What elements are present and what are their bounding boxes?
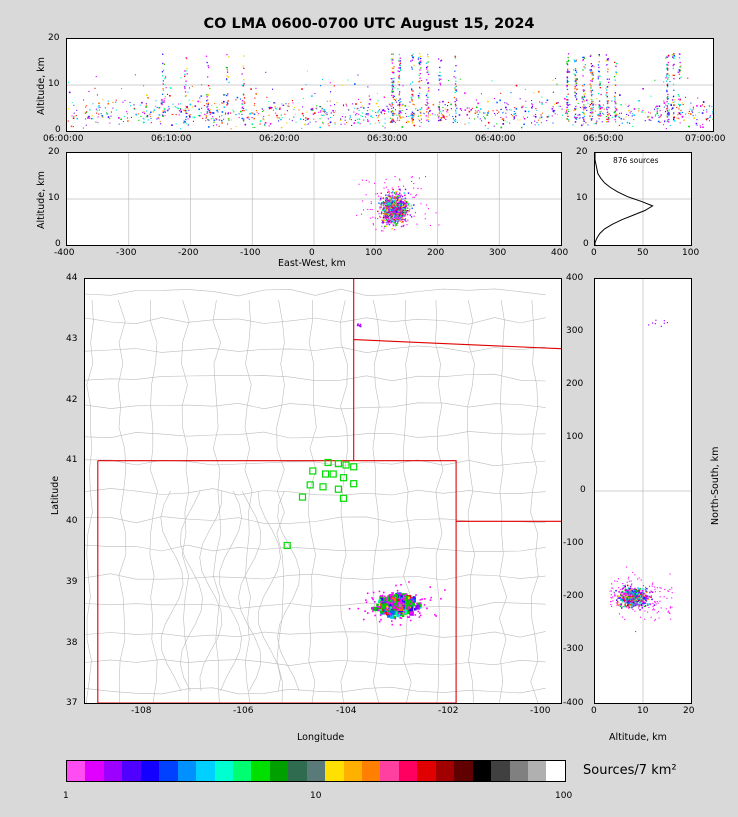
ns-altitude-plot xyxy=(595,279,691,703)
colorbar-swatch xyxy=(380,761,398,781)
ns-altitude-panel xyxy=(594,278,692,704)
colorbar-swatch xyxy=(233,761,251,781)
colorbar-swatch xyxy=(251,761,269,781)
ns-ytick--300: -300 xyxy=(563,644,584,654)
map-xtick--108: -108 xyxy=(131,706,152,716)
hist-ytick-20: 20 xyxy=(576,147,588,157)
colorbar-swatch xyxy=(159,761,177,781)
colorbar-label: Sources/7 km² xyxy=(583,763,677,778)
ew-xtick--300: -300 xyxy=(116,248,137,258)
colorbar-swatch xyxy=(196,761,214,781)
altitude-histogram-panel xyxy=(594,152,692,246)
hist-ytick-0: 0 xyxy=(583,239,589,249)
map-panel xyxy=(84,278,562,704)
time-height-xtick-2: 06:20:00 xyxy=(259,134,300,144)
colorbar-swatch xyxy=(436,761,454,781)
colorbar-swatch xyxy=(270,761,288,781)
map-ytick-42: 42 xyxy=(66,395,78,405)
hist-xtick-0: 0 xyxy=(591,248,597,258)
map-ytick-37: 37 xyxy=(66,698,78,708)
ns-ytick-0: 0 xyxy=(580,485,586,495)
ew-height-xlabel: East-West, km xyxy=(278,258,346,269)
colorbar-swatch xyxy=(67,761,85,781)
colorbar-swatch xyxy=(528,761,546,781)
time-height-panel xyxy=(66,38,714,132)
colorbar-swatch xyxy=(362,761,380,781)
ew-xtick-300: 300 xyxy=(489,248,507,258)
ns-ytick--200: -200 xyxy=(563,591,584,601)
colorbar-swatch xyxy=(141,761,159,781)
colorbar-swatch xyxy=(399,761,417,781)
ew-height-ytick-10: 10 xyxy=(48,193,60,203)
ew-xtick--200: -200 xyxy=(178,248,199,258)
colorbar-swatch xyxy=(473,761,491,781)
ew-height-panel xyxy=(66,152,562,246)
colorbar-swatch xyxy=(288,761,306,781)
map-xtick--100: -100 xyxy=(530,706,551,716)
time-height-xtick-0: 06:00:00 xyxy=(43,134,84,144)
ew-height-ytick-20: 20 xyxy=(48,147,60,157)
ns-altitude-xlabel: Altitude, km xyxy=(609,732,667,743)
ns-ytick-100: 100 xyxy=(566,432,584,442)
ns-altitude-ylabel: North-South, km xyxy=(710,446,721,525)
map-ytick-43: 43 xyxy=(66,334,78,344)
time-height-xtick-6: 07:00:00 xyxy=(685,134,726,144)
ew-height-plot xyxy=(67,153,561,245)
time-height-xtick-1: 06:10:00 xyxy=(151,134,192,144)
map-xtick--104: -104 xyxy=(336,706,357,716)
colorbar-swatch xyxy=(417,761,435,781)
ew-xtick--100: -100 xyxy=(240,248,261,258)
map-ytick-44: 44 xyxy=(66,273,78,283)
ns-xtick-20: 20 xyxy=(683,706,695,716)
map-xlabel: Longitude xyxy=(297,732,345,743)
time-height-xtick-5: 06:50:00 xyxy=(583,134,624,144)
altitude-histogram-plot xyxy=(595,153,691,245)
ns-ytick--100: -100 xyxy=(563,538,584,548)
ns-ytick-200: 200 xyxy=(566,379,584,389)
ew-xtick--400: -400 xyxy=(54,248,75,258)
colorbar-swatch xyxy=(325,761,343,781)
colorbar-swatch xyxy=(307,761,325,781)
time-height-ytick-0: 0 xyxy=(55,125,61,135)
ew-xtick-0: 0 xyxy=(309,248,315,258)
ns-xtick-0: 0 xyxy=(591,706,597,716)
ns-ytick-300: 300 xyxy=(566,326,584,336)
colorbar-swatch xyxy=(491,761,509,781)
colorbar-swatch xyxy=(215,761,233,781)
time-height-xtick-3: 06:30:00 xyxy=(367,134,408,144)
map-xtick--106: -106 xyxy=(233,706,254,716)
map-ytick-39: 39 xyxy=(66,577,78,587)
ns-xtick-10: 10 xyxy=(637,706,649,716)
hist-xtick-100: 100 xyxy=(682,248,700,258)
ew-height-ytick-0: 0 xyxy=(55,239,61,249)
source-count-annotation: 876 sources xyxy=(613,156,659,165)
ew-height-ylabel: Altitude, km xyxy=(36,171,47,229)
hist-xtick-50: 50 xyxy=(637,248,649,258)
hist-ytick-10: 10 xyxy=(576,193,588,203)
ew-xtick-200: 200 xyxy=(427,248,445,258)
ns-ytick-400: 400 xyxy=(566,273,584,283)
colorbar xyxy=(66,760,566,782)
colorbar-swatch xyxy=(178,761,196,781)
map-plot xyxy=(85,279,561,703)
map-ylabel: Latitude xyxy=(50,475,61,515)
time-height-ylabel: Altitude, km xyxy=(36,57,47,115)
time-height-ytick-10: 10 xyxy=(48,79,60,89)
colorbar-swatch xyxy=(122,761,140,781)
time-height-xtick-4: 06:40:00 xyxy=(475,134,516,144)
time-height-plot xyxy=(67,39,713,131)
map-xtick--102: -102 xyxy=(438,706,459,716)
colorbar-tick-1: 1 xyxy=(63,791,69,801)
colorbar-swatch xyxy=(104,761,122,781)
map-ytick-41: 41 xyxy=(66,455,78,465)
map-ytick-40: 40 xyxy=(66,516,78,526)
map-ytick-38: 38 xyxy=(66,638,78,648)
colorbar-swatch xyxy=(510,761,528,781)
ew-xtick-400: 400 xyxy=(551,248,569,258)
ew-xtick-100: 100 xyxy=(365,248,383,258)
colorbar-tick-100: 100 xyxy=(555,791,573,801)
time-height-ytick-20: 20 xyxy=(48,33,60,43)
colorbar-swatch xyxy=(344,761,362,781)
colorbar-swatch xyxy=(546,761,564,781)
figure-title: CO LMA 0600-0700 UTC August 15, 2024 xyxy=(203,16,535,32)
ns-ytick--400: -400 xyxy=(563,698,584,708)
colorbar-swatch xyxy=(85,761,103,781)
colorbar-swatch xyxy=(454,761,472,781)
colorbar-tick-10: 10 xyxy=(310,791,322,801)
